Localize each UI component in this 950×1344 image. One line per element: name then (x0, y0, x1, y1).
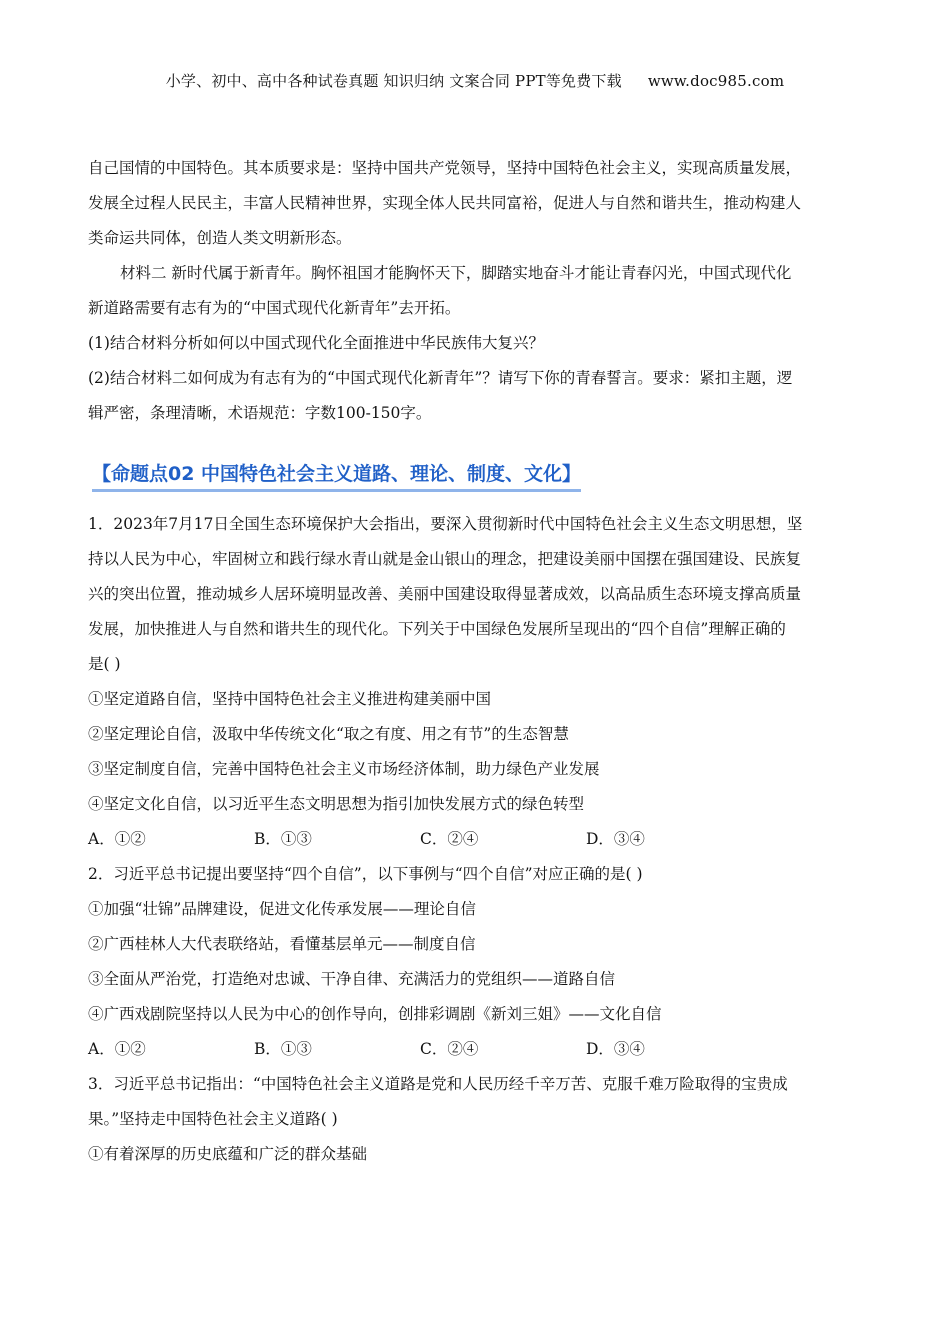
section-underline (92, 489, 581, 492)
question-1-item: ②坚定理论自信，汲取中华传统文化“取之有度、用之有节”的生态智慧 (88, 725, 569, 743)
option-c[interactable]: C．②④ (420, 830, 479, 848)
material2-line: 新道路需要有志有为的“中国式现代化新青年”去开拓。 (88, 299, 461, 317)
question-1-line: 是( ) (88, 655, 121, 673)
question-2-item: ④广西戏剧院坚持以人民为中心的创作导向，创排彩调剧《新刘三姐》——文化自信 (88, 1005, 662, 1023)
question-2-item: ③全面从严治党，打造绝对忠诚、干净自律、充满活力的党组织——道路自信 (88, 970, 616, 988)
header-site: www.doc985.com (647, 72, 785, 90)
section-title: 【命题点02 中国特色社会主义道路、理论、制度、文化】 (92, 463, 582, 485)
option-b[interactable]: B．①③ (254, 1040, 312, 1058)
option-c[interactable]: C．②④ (420, 1040, 479, 1058)
sub-question-2: 辑严密，条理清晰，术语规范：字数100-150字。 (88, 404, 432, 422)
question-2-item: ②广西桂林人大代表联络站，看懂基层单元——制度自信 (88, 935, 476, 953)
section-heading (92, 459, 581, 486)
option-a[interactable]: A．①② (88, 830, 146, 848)
question-1-line: 1．2023年7月17日全国生态环境保护大会指出，要深入贯彻新时代中国特色社会主义生态文明思想，坚 (88, 515, 803, 533)
question-1-line: 持以人民为中心，牢固树立和践行绿水青山就是金山银山的理念，把建设美丽中国摆在强国建设、民族复 (88, 550, 802, 568)
question-3-line: 果。”坚持走中国特色社会主义道路( ) (88, 1110, 338, 1128)
question-1-item: ④坚定文化自信，以习近平生态文明思想为指引加快发展方式的绿色转型 (88, 795, 585, 813)
material-line: 自己国情的中国特色。其本质要求是：坚持中国共产党领导，坚持中国特色社会主义，实现高质量发展， (88, 159, 802, 177)
question-1-line: 发展，加快推进人与自然和谐共生的现代化。下列关于中国绿色发展所呈现出的“四个自信”理解正确的 (88, 620, 786, 638)
question-3-item: ①有着深厚的历史底蕴和广泛的群众基础 (88, 1145, 368, 1163)
material-line: 类命运共同体，创造人类文明新形态。 (88, 229, 352, 247)
option-a[interactable]: A．①② (88, 1040, 146, 1058)
material2-line: 材料二 新时代属于新青年。胸怀祖国才能胸怀天下，脚踏实地奋斗才能让青春闪光，中国式现代化 (120, 264, 792, 282)
question-3-line: 3．习近平总书记指出：“中国特色社会主义道路是党和人民历经千辛万苦、克服千难万险取得的宝贵成 (88, 1075, 788, 1093)
question-2-line: 2．习近平总书记提出要坚持“四个自信”，以下事例与“四个自信”对应正确的是( ) (88, 865, 643, 883)
question-1-options (88, 829, 868, 849)
material-line: 发展全过程人民民主，丰富人民精神世界，实现全体人民共同富裕，促进人与自然和谐共生，推动构建人 (88, 194, 802, 212)
option-d[interactable]: D．③④ (586, 1040, 645, 1058)
page-header (0, 70, 950, 91)
question-1-item: ③坚定制度自信，完善中国特色社会主义市场经济体制，助力绿色产业发展 (88, 760, 600, 778)
sub-question-2: (2)结合材料二如何成为有志有为的“中国式现代化新青年”？请写下你的青春誓言。要求：紧扣主题，逻 (88, 369, 793, 387)
header-text: 小学、初中、高中各种试卷真题 知识归纳 文案合同 PPT等免费下载 (165, 72, 622, 90)
option-d[interactable]: D．③④ (586, 830, 645, 848)
sub-question-1: (1)结合材料分析如何以中国式现代化全面推进中华民族伟大复兴？ (88, 334, 544, 352)
question-1-item: ①坚定道路自信，坚持中国特色社会主义推进构建美丽中国 (88, 690, 492, 708)
option-b[interactable]: B．①③ (254, 830, 312, 848)
question-1-line: 兴的突出位置，推动城乡人居环境明显改善、美丽中国建设取得显著成效，以高品质生态环境支撑高质量 (88, 585, 802, 603)
question-2-item: ①加强“壮锦”品牌建设，促进文化传承发展——理论自信 (88, 900, 476, 918)
question-2-options (88, 1039, 868, 1059)
